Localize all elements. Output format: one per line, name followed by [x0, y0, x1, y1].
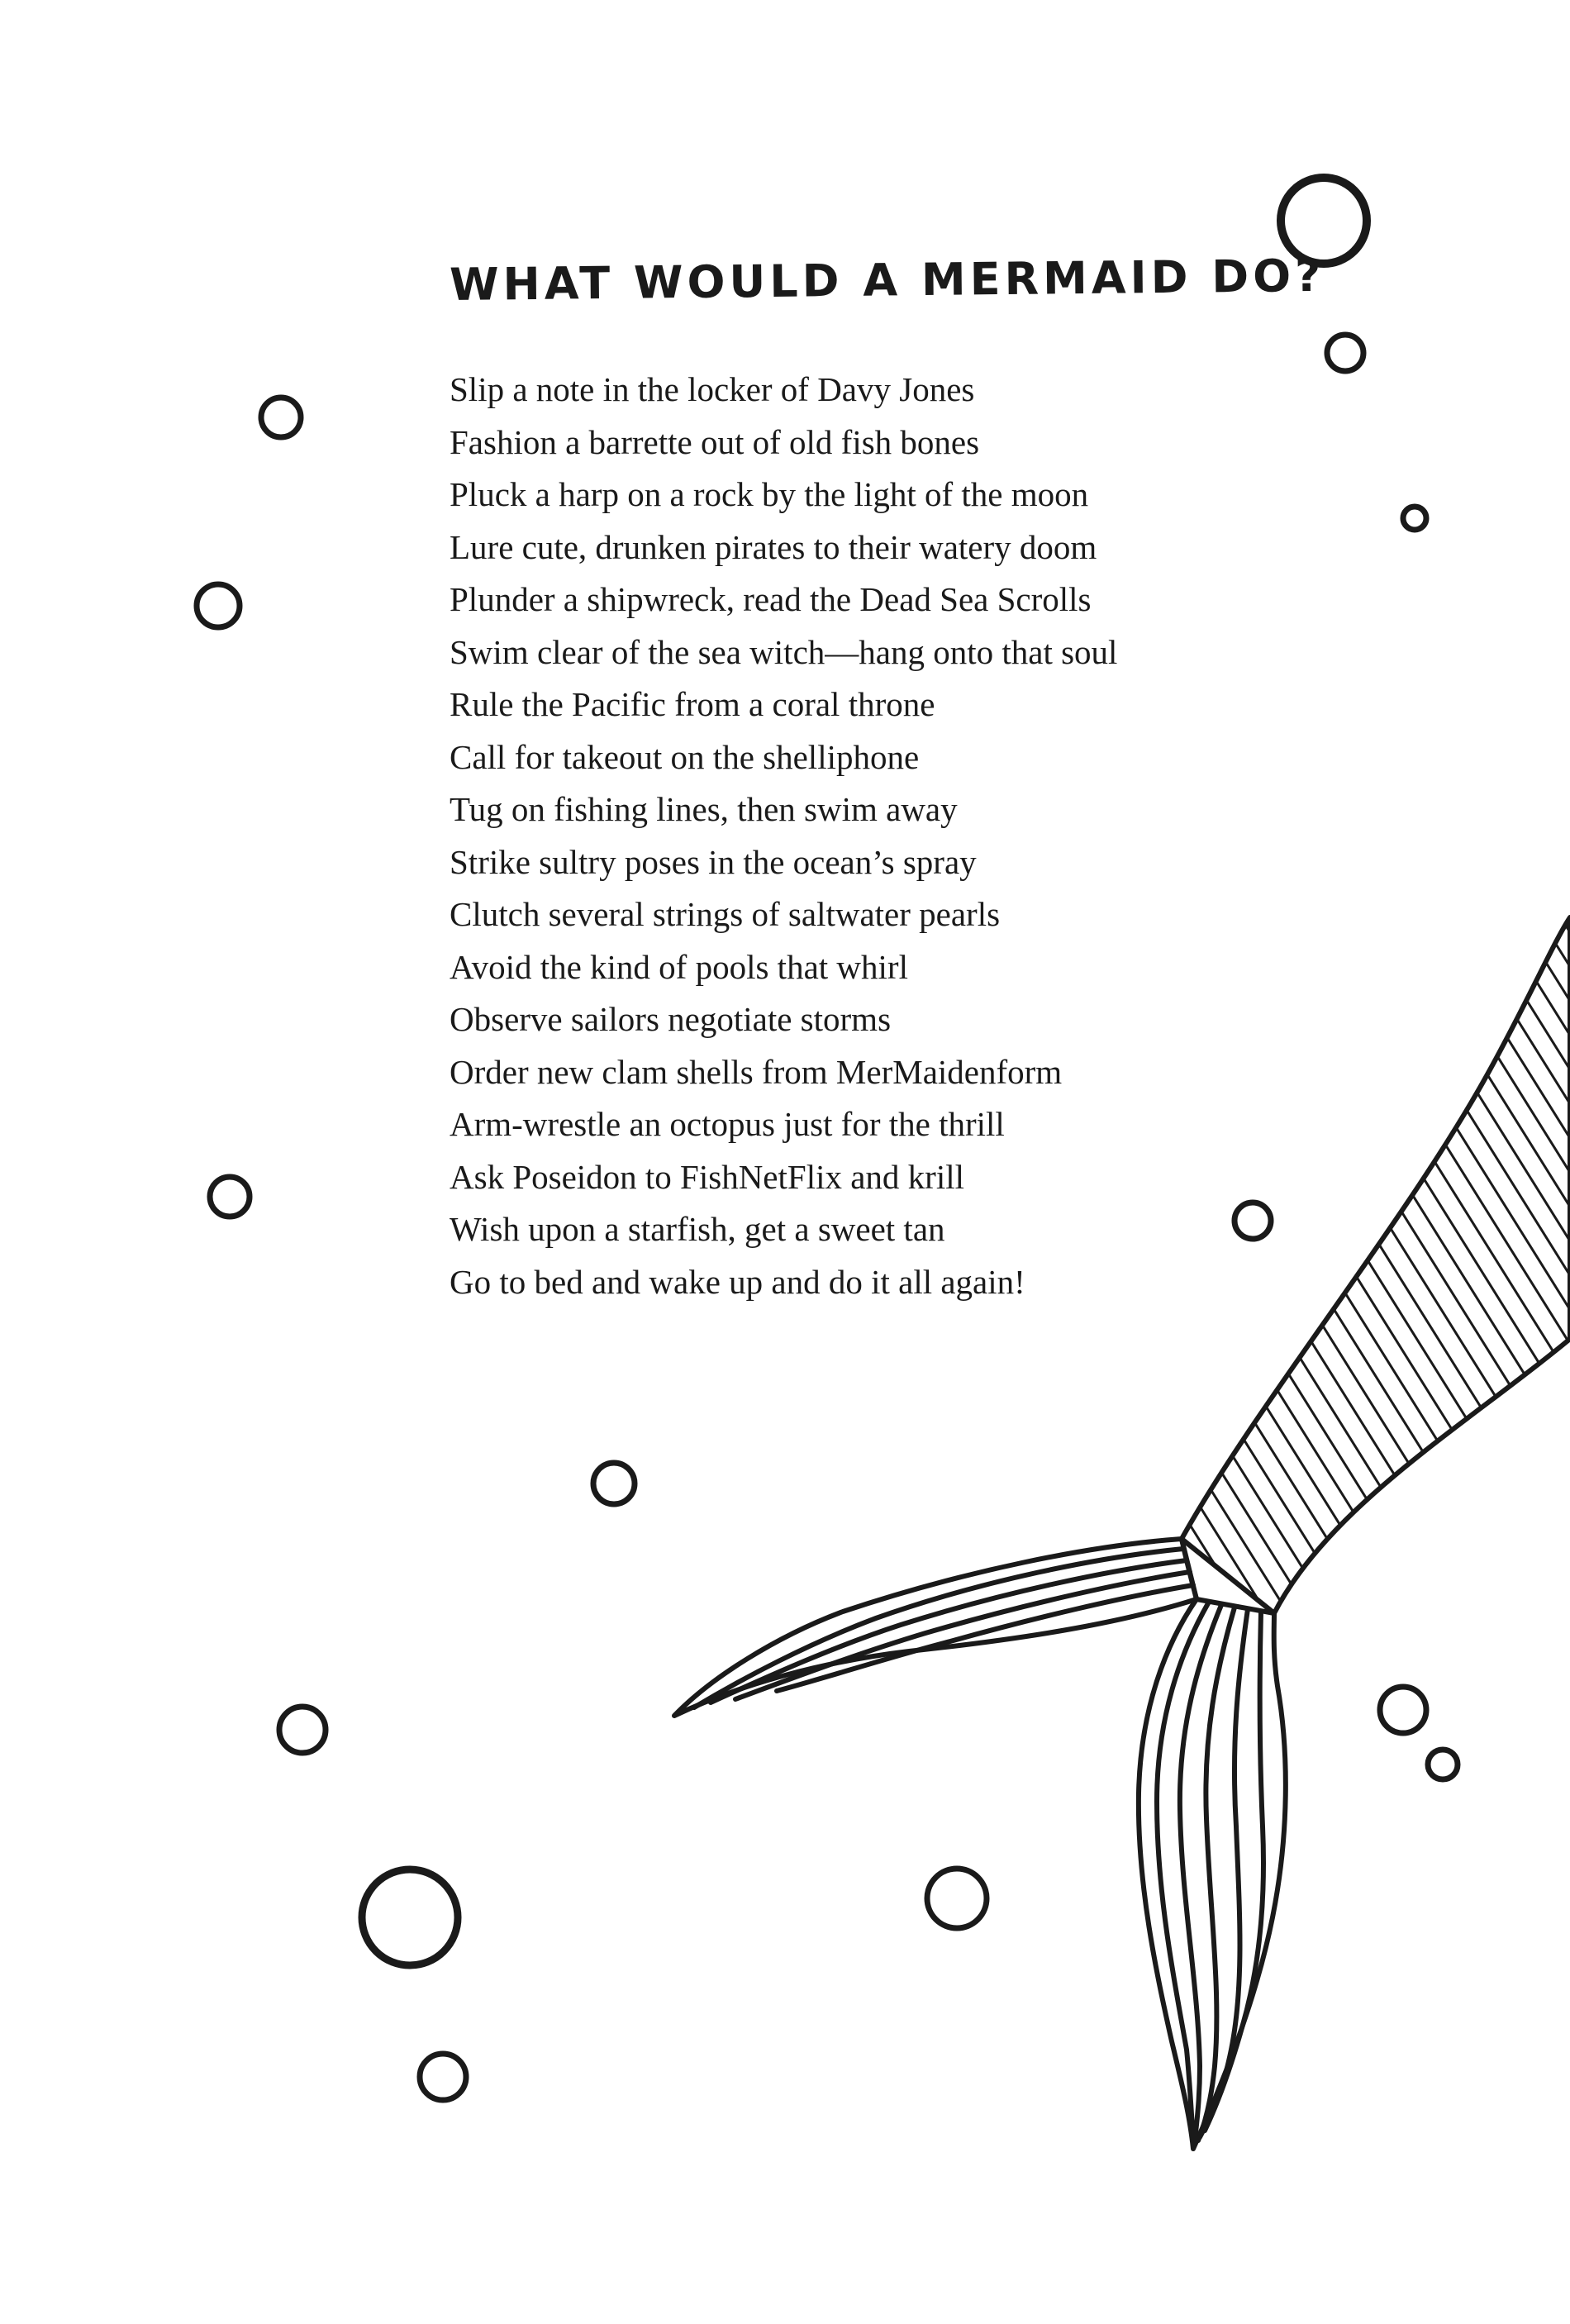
poem-line: Rule the Pacific from a coral throne — [450, 685, 935, 723]
bubble-icon — [362, 1869, 458, 1965]
bubble-icon — [1428, 1750, 1458, 1779]
bubble-icon — [1235, 1202, 1271, 1239]
poem-line: Call for takeout on the shelliphone — [450, 737, 920, 776]
bubble-icon — [1327, 335, 1363, 371]
poem-line: Tug on fishing lines, then swim away — [450, 790, 958, 828]
bubble-icon — [420, 2054, 466, 2100]
poem — [450, 364, 1117, 1308]
poem-line: Clutch several strings of saltwater pearls — [450, 895, 1001, 933]
poem-line: Strike sultry poses in the ocean’s spray — [450, 842, 977, 881]
poem-line: Swim clear of the sea witch—hang onto that soul — [450, 632, 1118, 671]
poem-line: Order new clam shells from MerMaidenform — [450, 1052, 1063, 1091]
poem-line: Ask Poseidon to FishNetFlix and krill — [450, 1157, 965, 1196]
poem-line: Pluck a harp on a rock by the light of the moon — [450, 475, 1089, 513]
poem-line: Avoid the kind of pools that whirl — [450, 947, 908, 986]
poem-line: Plunder a shipwreck, read the Dead Sea Scrolls — [450, 580, 1092, 618]
bubble-icon — [279, 1707, 326, 1753]
bubble-icon — [927, 1869, 987, 1928]
page-title: WHAT WOULD A MERMAID DO? — [449, 249, 1325, 311]
poem-line: Go to bed and wake up and do it all again! — [450, 1262, 1025, 1301]
poem-line: Fashion a barrette out of old fish bones — [450, 422, 980, 461]
poem-line: Lure cute, drunken pirates to their watery doom — [450, 527, 1097, 566]
bubble-icon — [593, 1463, 635, 1504]
bubble-icon — [197, 584, 240, 627]
bubble-icon — [210, 1177, 250, 1217]
poem-line: Observe sailors negotiate storms — [450, 1000, 892, 1038]
poem-line: Wish upon a starfish, get a sweet tan — [450, 1210, 945, 1248]
poem-line: Slip a note in the locker of Davy Jones — [450, 370, 975, 408]
bubble-icon — [1403, 507, 1426, 530]
poem-line: Arm-wrestle an octopus just for the thrill — [450, 1105, 1005, 1143]
bubble-icon — [261, 398, 301, 437]
bubble-icon — [1380, 1687, 1426, 1733]
